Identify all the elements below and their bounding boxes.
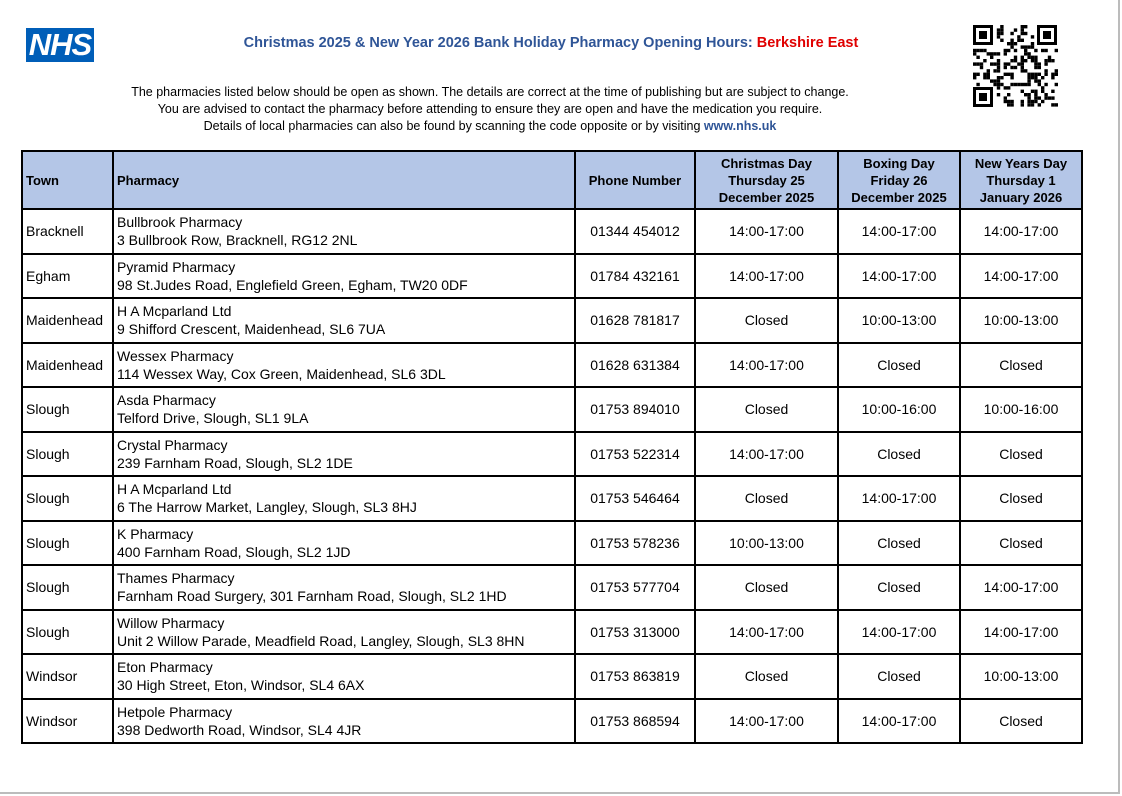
boxing-hours-cell: Closed	[838, 654, 960, 699]
pharmacy-cell	[113, 565, 575, 610]
table-row	[22, 432, 1082, 477]
pharmacy-name: Bullbrook Pharmacy	[117, 214, 243, 231]
christmas-hours-cell: 14:00-17:00	[695, 699, 838, 744]
town-cell: Windsor	[22, 699, 113, 744]
christmas-hours-cell: 14:00-17:00	[695, 610, 838, 655]
table-row	[22, 298, 1082, 343]
newyear-hours-cell: 10:00-16:00	[960, 387, 1082, 432]
christmas-hours-cell: Closed	[695, 387, 838, 432]
town-cell: Slough	[22, 387, 113, 432]
newyear-hours-cell: 10:00-13:00	[960, 654, 1082, 699]
pharmacy-name: Asda Pharmacy	[117, 392, 216, 409]
pharmacy-address: 6 The Harrow Market, Langley, Slough, SL3 8HJ	[117, 499, 417, 516]
christmas-hours-cell: 14:00-17:00	[695, 432, 838, 477]
phone-cell: 01344 454012	[575, 209, 695, 254]
header-christmas-day	[695, 151, 838, 209]
pharmacy-name: Crystal Pharmacy	[117, 436, 228, 453]
header-phone: Phone Number	[575, 151, 695, 209]
pharmacy-address: 114 Wessex Way, Cox Green, Maidenhead, SL6 3DL	[117, 365, 446, 382]
pharmacy-cell	[113, 610, 575, 655]
header-boxing-day	[838, 151, 960, 209]
pharmacy-name: Thames Pharmacy	[117, 570, 235, 587]
intro-line-2: You are advised to contact the pharmacy before attending to ensure they are open and have the medication you require.	[157, 102, 823, 116]
town-cell: Maidenhead	[22, 343, 113, 388]
newyear-hours-cell: Closed	[960, 476, 1082, 521]
pharmacy-name: Wessex Pharmacy	[117, 347, 234, 364]
boxing-hours-cell: Closed	[838, 343, 960, 388]
pharmacy-cell	[113, 476, 575, 521]
newyear-hours-cell: 14:00-17:00	[960, 254, 1082, 299]
phone-cell: 01753 577704	[575, 565, 695, 610]
boxing-hours-cell: 14:00-17:00	[838, 254, 960, 299]
boxing-hours-cell: Closed	[838, 565, 960, 610]
pharmacy-cell	[113, 254, 575, 299]
boxing-hours-cell: 10:00-16:00	[838, 387, 960, 432]
title-region: Berkshire East	[756, 35, 859, 51]
newyear-hours-cell: Closed	[960, 521, 1082, 566]
table-body	[22, 209, 1082, 743]
boxing-hours-cell: 14:00-17:00	[838, 610, 960, 655]
pharmacy-address: 98 St.Judes Road, Englefield Green, Egham, TW20 0DF	[117, 276, 468, 293]
christmas-hours-cell: 14:00-17:00	[695, 209, 838, 254]
newyear-hours-cell: 14:00-17:00	[960, 610, 1082, 655]
phone-cell: 01753 894010	[575, 387, 695, 432]
boxing-hours-cell: 14:00-17:00	[838, 209, 960, 254]
christmas-hours-cell: 14:00-17:00	[695, 254, 838, 299]
header-boxing-line-3: December 2025	[851, 189, 947, 205]
pharmacy-address: Farnham Road Surgery, 301 Farnham Road, Slough, SL2 1HD	[117, 588, 507, 605]
pharmacy-address: 398 Dedworth Road, Windsor, SL4 4JR	[117, 721, 362, 738]
nhs-website-link[interactable]: www.nhs.uk	[703, 119, 777, 133]
pharmacy-address: 239 Farnham Road, Slough, SL2 1DE	[117, 454, 353, 471]
newyear-hours-cell: 14:00-17:00	[960, 565, 1082, 610]
phone-cell: 01753 522314	[575, 432, 695, 477]
christmas-hours-cell: Closed	[695, 654, 838, 699]
christmas-hours-cell: Closed	[695, 565, 838, 610]
pharmacy-cell	[113, 387, 575, 432]
pharmacy-name: H A Mcparland Ltd	[117, 303, 232, 320]
newyear-hours-cell: 10:00-13:00	[960, 298, 1082, 343]
phone-cell: 01753 546464	[575, 476, 695, 521]
newyear-hours-cell: Closed	[960, 343, 1082, 388]
header-newyear-line-1: New Years Day	[974, 155, 1068, 171]
boxing-hours-cell: Closed	[838, 432, 960, 477]
newyear-hours-cell: 14:00-17:00	[960, 209, 1082, 254]
pharmacy-address: 30 High Street, Eton, Windsor, SL4 6AX	[117, 677, 365, 694]
pharmacy-address: 9 Shifford Crescent, Maidenhead, SL6 7UA	[117, 321, 386, 338]
phone-cell: 01753 313000	[575, 610, 695, 655]
page-title	[0, 35, 1102, 51]
pharmacy-cell	[113, 209, 575, 254]
pharmacy-name: Hetpole Pharmacy	[117, 703, 233, 720]
phone-cell: 01628 631384	[575, 343, 695, 388]
pharmacy-name: Eton Pharmacy	[117, 659, 213, 676]
boxing-hours-cell: Closed	[838, 521, 960, 566]
table-row	[22, 387, 1082, 432]
boxing-hours-cell: 10:00-13:00	[838, 298, 960, 343]
header-christmas-line-2: Thursday 25	[728, 172, 805, 188]
boxing-hours-cell: 14:00-17:00	[838, 699, 960, 744]
town-cell: Slough	[22, 610, 113, 655]
qr-code-icon	[972, 24, 1058, 108]
intro-text	[0, 84, 980, 135]
table-row	[22, 209, 1082, 254]
intro-line-3-prefix: Details of local pharmacies can also be found by scanning the code opposite or by visiting	[203, 119, 704, 133]
pharmacy-hours-table	[21, 150, 1083, 744]
pharmacy-cell	[113, 654, 575, 699]
town-cell: Windsor	[22, 654, 113, 699]
table-row	[22, 610, 1082, 655]
intro-line-3	[0, 118, 980, 135]
pharmacy-cell	[113, 298, 575, 343]
pharmacy-name: Willow Pharmacy	[117, 614, 225, 631]
header-boxing-line-1: Boxing Day	[863, 155, 935, 171]
christmas-hours-cell: 14:00-17:00	[695, 343, 838, 388]
pharmacy-cell	[113, 343, 575, 388]
christmas-hours-cell: Closed	[695, 476, 838, 521]
pharmacy-address: Telford Drive, Slough, SL1 9LA	[117, 410, 309, 427]
header-christmas-line-3: December 2025	[718, 189, 815, 205]
town-cell: Maidenhead	[22, 298, 113, 343]
pharmacy-name: K Pharmacy	[117, 525, 194, 542]
newyear-hours-cell: Closed	[960, 699, 1082, 744]
newyear-hours-cell: Closed	[960, 432, 1082, 477]
town-cell: Slough	[22, 432, 113, 477]
pharmacy-cell	[113, 699, 575, 744]
phone-cell: 01753 578236	[575, 521, 695, 566]
pharmacy-name: H A Mcparland Ltd	[117, 481, 232, 498]
pharmacy-address: 3 Bullbrook Row, Bracknell, RG12 2NL	[117, 232, 358, 249]
table-row	[22, 699, 1082, 744]
header-newyear-line-2: Thursday 1	[986, 172, 1056, 188]
town-cell: Slough	[22, 521, 113, 566]
pharmacy-name: Pyramid Pharmacy	[117, 258, 236, 275]
christmas-hours-cell: Closed	[695, 298, 838, 343]
header-newyear-line-3: January 2026	[979, 189, 1063, 205]
christmas-hours-cell: 10:00-13:00	[695, 521, 838, 566]
pharmacy-cell	[113, 432, 575, 477]
header-pharmacy: Pharmacy	[113, 151, 575, 209]
table-row	[22, 521, 1082, 566]
town-cell: Bracknell	[22, 209, 113, 254]
pharmacy-cell	[113, 521, 575, 566]
phone-cell: 01628 781817	[575, 298, 695, 343]
header-boxing-line-2: Friday 26	[870, 172, 928, 188]
town-cell: Slough	[22, 476, 113, 521]
phone-cell: 01753 863819	[575, 654, 695, 699]
boxing-hours-cell: 14:00-17:00	[838, 476, 960, 521]
pharmacy-address: 400 Farnham Road, Slough, SL2 1JD	[117, 543, 351, 560]
phone-cell: 01753 868594	[575, 699, 695, 744]
pharmacy-address: Unit 2 Willow Parade, Meadfield Road, Langley, Slough, SL3 8HN	[117, 632, 525, 649]
table-row	[22, 343, 1082, 388]
table-header-row	[22, 151, 1082, 209]
title-main: Christmas 2025 & New Year 2026 Bank Holiday Pharmacy Opening Hours:	[243, 35, 757, 51]
header-town: Town	[22, 151, 113, 209]
table-row	[22, 654, 1082, 699]
town-cell: Egham	[22, 254, 113, 299]
table-row	[22, 254, 1082, 299]
table-row	[22, 476, 1082, 521]
town-cell: Slough	[22, 565, 113, 610]
header-new-years-day	[960, 151, 1082, 209]
header-christmas-line-1: Christmas Day	[720, 155, 813, 171]
phone-cell: 01784 432161	[575, 254, 695, 299]
nhs-logo: NHS	[26, 28, 94, 62]
intro-line-1: The pharmacies listed below should be open as shown. The details are correct at the time of publishing but are subject to change.	[131, 85, 849, 99]
table-row	[22, 565, 1082, 610]
